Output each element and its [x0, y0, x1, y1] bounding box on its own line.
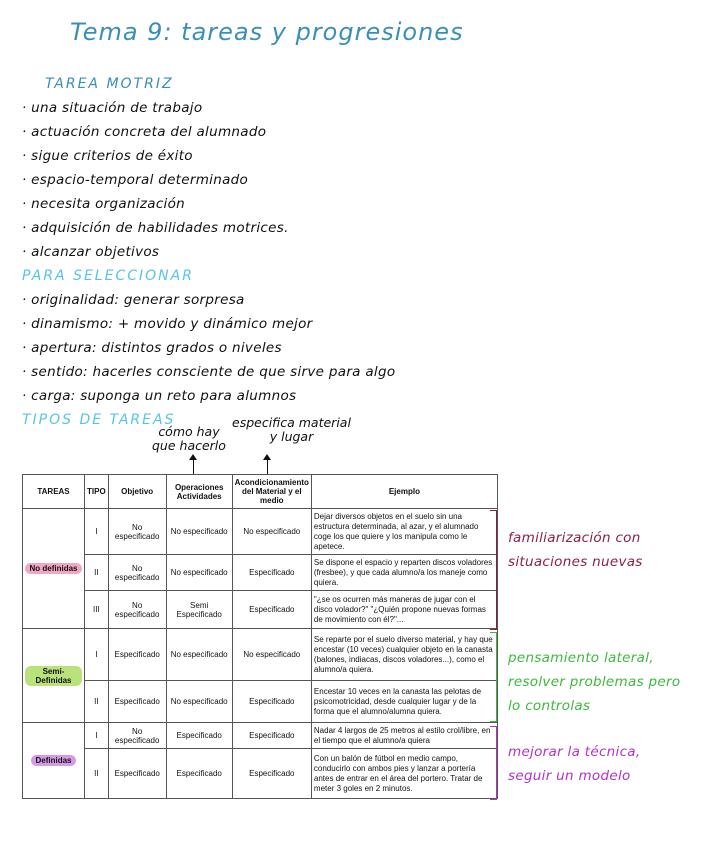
para-seleccionar-heading: PARA SELECCIONAR: [22, 268, 194, 284]
tarea-motriz-heading: TAREA MOTRIZ: [45, 76, 174, 92]
cell-tipo: II: [85, 555, 109, 591]
cell-acond: Especificado: [232, 723, 311, 749]
arrow-icon: [267, 458, 268, 474]
cell-ejemplo: Con un balón de fútbol en medio campo, conducirlo con ambos pies y lanzar a portería antes de entrar en el área del portero. Tratar de meter 3 goles en 2 minutos.: [311, 749, 497, 799]
table-row: [23, 591, 498, 629]
table-row: [23, 681, 498, 723]
note-definidas: mejorar la técnica, seguir un modelo: [508, 744, 641, 784]
cell-operaciones: Especificado: [166, 749, 232, 799]
brace-definidas: [490, 726, 497, 800]
brace-semi-definidas: [490, 632, 497, 722]
list-item: · adquisición de habilidades motrices.: [22, 220, 289, 236]
header-operaciones: Operaciones Actividades: [166, 475, 232, 509]
table-row: [23, 749, 498, 799]
list-item: · actuación concreta del alumnado: [22, 124, 267, 140]
cell-acond: No especificado: [232, 629, 311, 681]
cell-objetivo: No especificado: [108, 555, 166, 591]
group-cell-no-definidas: [23, 509, 85, 629]
list-item: · sigue criterios de éxito: [22, 148, 193, 164]
header-ejemplo: Ejemplo: [311, 475, 497, 509]
cell-ejemplo: Encestar 10 veces en la canasta las pelotas de psicomotricidad, desde cualquier lugar y de la forma que el alumno/alumna quiera.: [311, 681, 497, 723]
cell-tipo: I: [85, 629, 109, 681]
list-item: · carga: suponga un reto para alumnos: [22, 388, 297, 404]
group-cell-definidas: [23, 723, 85, 799]
cell-acond: Especificado: [232, 555, 311, 591]
group-badge: Definidas: [31, 755, 75, 766]
cell-operaciones: Semi Especificado: [166, 591, 232, 629]
brace-no-definidas: [490, 510, 497, 630]
cell-ejemplo: Nadar 4 largos de 25 metros al estilo crol/libre, en el tiempo que el alumno/a quiera: [311, 723, 497, 749]
cell-operaciones: No especificado: [166, 629, 232, 681]
tipos-heading: TIPOS DE TAREAS: [22, 412, 176, 428]
header-objetivo: Objetivo: [108, 475, 166, 509]
list-item: · sentido: hacerles consciente de que sirve para algo: [22, 364, 396, 380]
list-item: · originalidad: generar sorpresa: [22, 292, 245, 308]
header-tipo: TIPO: [85, 475, 109, 509]
cell-tipo: II: [85, 749, 109, 799]
annotation-operaciones: cómo hay que hacerlo: [152, 424, 226, 453]
header-tareas: TAREAS: [23, 475, 85, 509]
cell-objetivo: Especificado: [108, 749, 166, 799]
cell-acond: Especificado: [232, 749, 311, 799]
list-item: · alcanzar objetivos: [22, 244, 160, 260]
table-row: [23, 509, 498, 555]
cell-tipo: I: [85, 509, 109, 555]
list-item: · dinamismo: + movido y dinámico mejor: [22, 316, 313, 332]
list-item: · apertura: distintos grados o niveles: [22, 340, 282, 356]
group-badge: Semi-Definidas: [25, 666, 82, 686]
cell-tipo: III: [85, 591, 109, 629]
note-semi-definidas: pensamiento lateral, resolver problemas pero lo controlas: [508, 650, 681, 714]
annotation-acondicionamiento: especifica material y lugar: [232, 415, 351, 444]
page-title: Tema 9: tareas y progresiones: [70, 18, 464, 46]
cell-objetivo: Especificado: [108, 681, 166, 723]
cell-objetivo: Especificado: [108, 629, 166, 681]
cell-operaciones: Especificado: [166, 723, 232, 749]
table-row: [23, 629, 498, 681]
cell-operaciones: No especificado: [166, 681, 232, 723]
cell-operaciones: No especificado: [166, 509, 232, 555]
cell-ejemplo: Dejar diversos objetos en el suelo sin una estructura determinada, al azar, y el alumnado coge los que quiere y los manipula como le apetece.: [311, 509, 497, 555]
group-cell-semi-definidas: [23, 629, 85, 723]
table-row: [23, 555, 498, 591]
cell-ejemplo: Se dispone el espacio y reparten discos voladores (fresbee), y que cada alumno/a los maneje como quiera.: [311, 555, 497, 591]
group-badge: No definidas: [25, 563, 81, 574]
cell-objetivo: No especificado: [108, 591, 166, 629]
tipos-tareas-table: [22, 474, 498, 799]
cell-acond: Especificado: [232, 681, 311, 723]
arrow-icon: [193, 458, 194, 474]
cell-tipo: II: [85, 681, 109, 723]
note-no-definidas: familiarización con situaciones nuevas: [508, 530, 643, 570]
list-item: · espacio-temporal determinado: [22, 172, 249, 188]
cell-ejemplo: Se reparte por el suelo diverso material, y hay que encestar (10 veces) cualquier objeto en la canasta (balones, indiacas, discos voladores...), como el alumno/a quiera.: [311, 629, 497, 681]
header-acondicionamiento: Acondicionamiento del Material y el medio: [232, 475, 311, 509]
table-row: [23, 723, 498, 749]
cell-operaciones: No especificado: [166, 555, 232, 591]
table-header-row: [23, 475, 498, 509]
list-item: · una situación de trabajo: [22, 100, 203, 116]
cell-objetivo: No especificado: [108, 509, 166, 555]
cell-tipo: I: [85, 723, 109, 749]
list-item: · necesita organización: [22, 196, 186, 212]
cell-objetivo: No especificado: [108, 723, 166, 749]
cell-ejemplo: "¿se os ocurren más maneras de jugar con el disco volador?" "¿Quién propone nuevas formas de movimiento con él?"...: [311, 591, 497, 629]
cell-acond: No especificado: [232, 509, 311, 555]
cell-acond: Especificado: [232, 591, 311, 629]
